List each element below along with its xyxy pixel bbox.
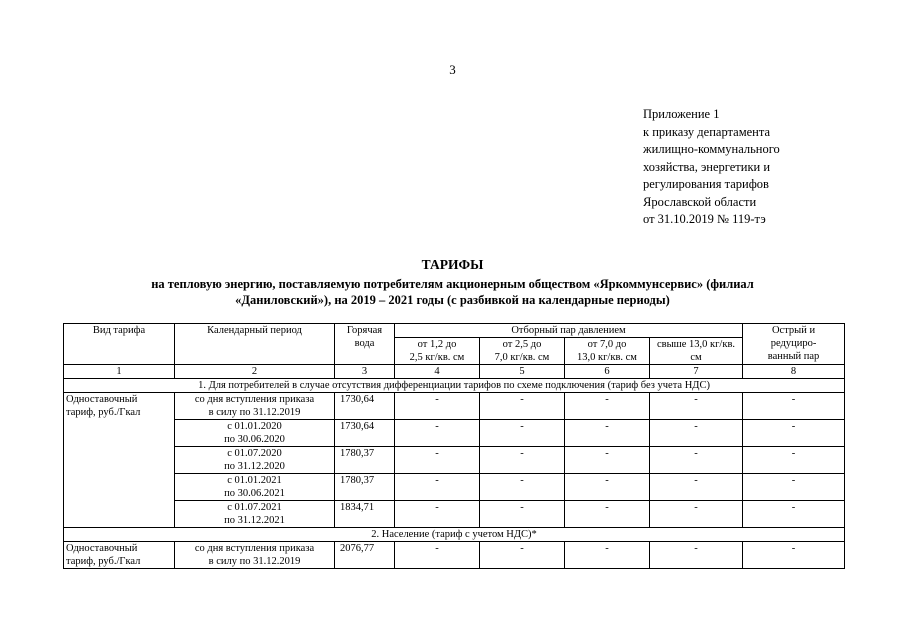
table-row [64,542,845,569]
dash-cell: - [480,447,565,474]
appendix-line: Ярославской области [643,194,757,209]
dash-cell: - [650,501,743,528]
tariff-table [63,323,845,569]
tariff-type-text: тариф, руб./Гкал [66,407,141,418]
period-text: в силу по 31.12.2019 [208,556,301,567]
period-text: по 31.12.2020 [224,461,285,472]
dash-cell: - [395,420,480,447]
document-title: ТАРИФЫ [421,257,484,272]
dash-cell: - [650,447,743,474]
dash-cell: - [565,393,650,420]
dash-cell: - [650,542,743,569]
dash-cell: - [480,393,565,420]
column-number: 7 [650,365,743,379]
period-cell [175,474,335,501]
column-number: 4 [395,365,480,379]
header-text: свыше 13,0 кг/кв. [656,339,736,350]
tariff-type-text: тариф, руб./Гкал [66,556,141,567]
section-row [64,528,845,542]
period-text: по 31.12.2021 [224,515,285,526]
dash-cell: - [650,474,743,501]
header-steam-group: Отборный пар давлением [395,324,743,338]
dash-cell: - [395,393,480,420]
appendix-block [643,106,883,229]
header-text: 2,5 кг/кв. см [409,352,465,363]
appendix-line: хозяйства, энергетики и [643,159,771,174]
document-subtitle [60,276,845,308]
period-text: со дня вступления приказа [194,543,315,554]
header-steam-1 [395,338,480,365]
dash-cell: - [743,420,845,447]
table-row [64,474,845,501]
hot-water-value: 1780,37 [335,447,395,474]
section-row [64,379,845,393]
period-text: с 01.07.2021 [227,502,282,513]
header-steam-2 [480,338,565,365]
period-text: по 30.06.2021 [224,488,285,499]
header-steam-3 [565,338,650,365]
period-text: по 30.06.2020 [224,434,285,445]
section-title: 1. Для потребителей в случае отсутствия дифференциации тарифов по схеме подключения (тариф без учета НДС) [64,379,845,393]
hot-water-value: 1780,37 [335,474,395,501]
dash-cell: - [650,393,743,420]
header-period: Календарный период [175,324,335,365]
tariff-type-cell [64,542,175,569]
period-text: со дня вступления приказа [194,394,315,405]
column-number: 5 [480,365,565,379]
appendix-line: регулирования тарифов [643,177,769,191]
period-cell [175,542,335,569]
appendix-line: к приказу департамента [643,124,771,139]
dash-cell: - [565,447,650,474]
hot-water-value: 1730,64 [335,420,395,447]
tariff-type-text: Одноставочный [66,543,138,554]
dash-cell: - [650,420,743,447]
dash-cell: - [480,542,565,569]
hot-water-value: 1834,71 [335,501,395,528]
column-number: 3 [335,365,395,379]
table-row [64,393,845,420]
period-cell [175,447,335,474]
dash-cell: - [395,447,480,474]
tariff-type-text: Одноставочный [66,394,138,405]
period-text: с 01.07.2020 [227,448,282,459]
dash-cell: - [480,474,565,501]
header-text: от 1,2 до [417,339,457,350]
dash-cell: - [480,420,565,447]
tariff-type-cell [64,393,175,528]
table-row [64,501,845,528]
appendix-line: от 31.10.2019 № 119-тэ [643,212,766,226]
subtitle-line: «Даниловский»), на 2019 – 2021 годы (с разбивкой на календарные периоды) [235,293,670,307]
dash-cell: - [395,542,480,569]
period-text: с 01.01.2021 [227,475,282,486]
period-cell [175,393,335,420]
subtitle-line: на тепловую энергию, поставляемую потребителям акционерным обществом «Яркоммунсервис» (филиал [151,277,754,291]
header-text: ванный пар [767,351,820,362]
hot-water-value: 1730,64 [335,393,395,420]
dash-cell: - [480,501,565,528]
dash-cell: - [565,474,650,501]
dash-cell: - [743,501,845,528]
header-text: от 2,5 до [502,339,542,350]
dash-cell: - [743,542,845,569]
column-number: 8 [743,365,845,379]
column-number: 6 [565,365,650,379]
header-text: вода [354,338,375,349]
period-cell [175,501,335,528]
dash-cell: - [565,420,650,447]
header-hot-water [335,324,395,365]
dash-cell: - [743,447,845,474]
dash-cell: - [743,393,845,420]
header-sharp-steam [743,324,845,365]
period-text: в силу по 31.12.2019 [208,407,301,418]
dash-cell: - [743,474,845,501]
header-steam-4 [650,338,743,365]
page-number: 3 [449,62,456,77]
hot-water-value: 2076,77 [335,542,395,569]
dash-cell: - [395,501,480,528]
header-row [64,324,845,338]
dash-cell: - [565,501,650,528]
header-tariff-type: Вид тарифа [64,324,175,365]
header-text: 7,0 кг/кв. см [494,352,550,363]
column-number: 2 [175,365,335,379]
dash-cell: - [395,474,480,501]
period-text: с 01.01.2020 [227,421,282,432]
table-row [64,420,845,447]
header-text: Горячая [346,325,383,336]
period-cell [175,420,335,447]
column-number: 1 [64,365,175,379]
appendix-line: жилищно-коммунального [643,142,780,156]
header-text: 13,0 кг/кв. см [577,352,637,363]
header-text: от 7,0 до [587,339,627,350]
appendix-line: Приложение 1 [643,107,720,121]
dash-cell: - [565,542,650,569]
header-text: редуциро- [770,338,817,349]
table-row [64,447,845,474]
header-text: см [690,352,702,363]
column-number-row [64,365,845,379]
header-text: Острый и [771,325,816,336]
section-title: 2. Население (тариф с учетом НДС)* [64,528,845,542]
